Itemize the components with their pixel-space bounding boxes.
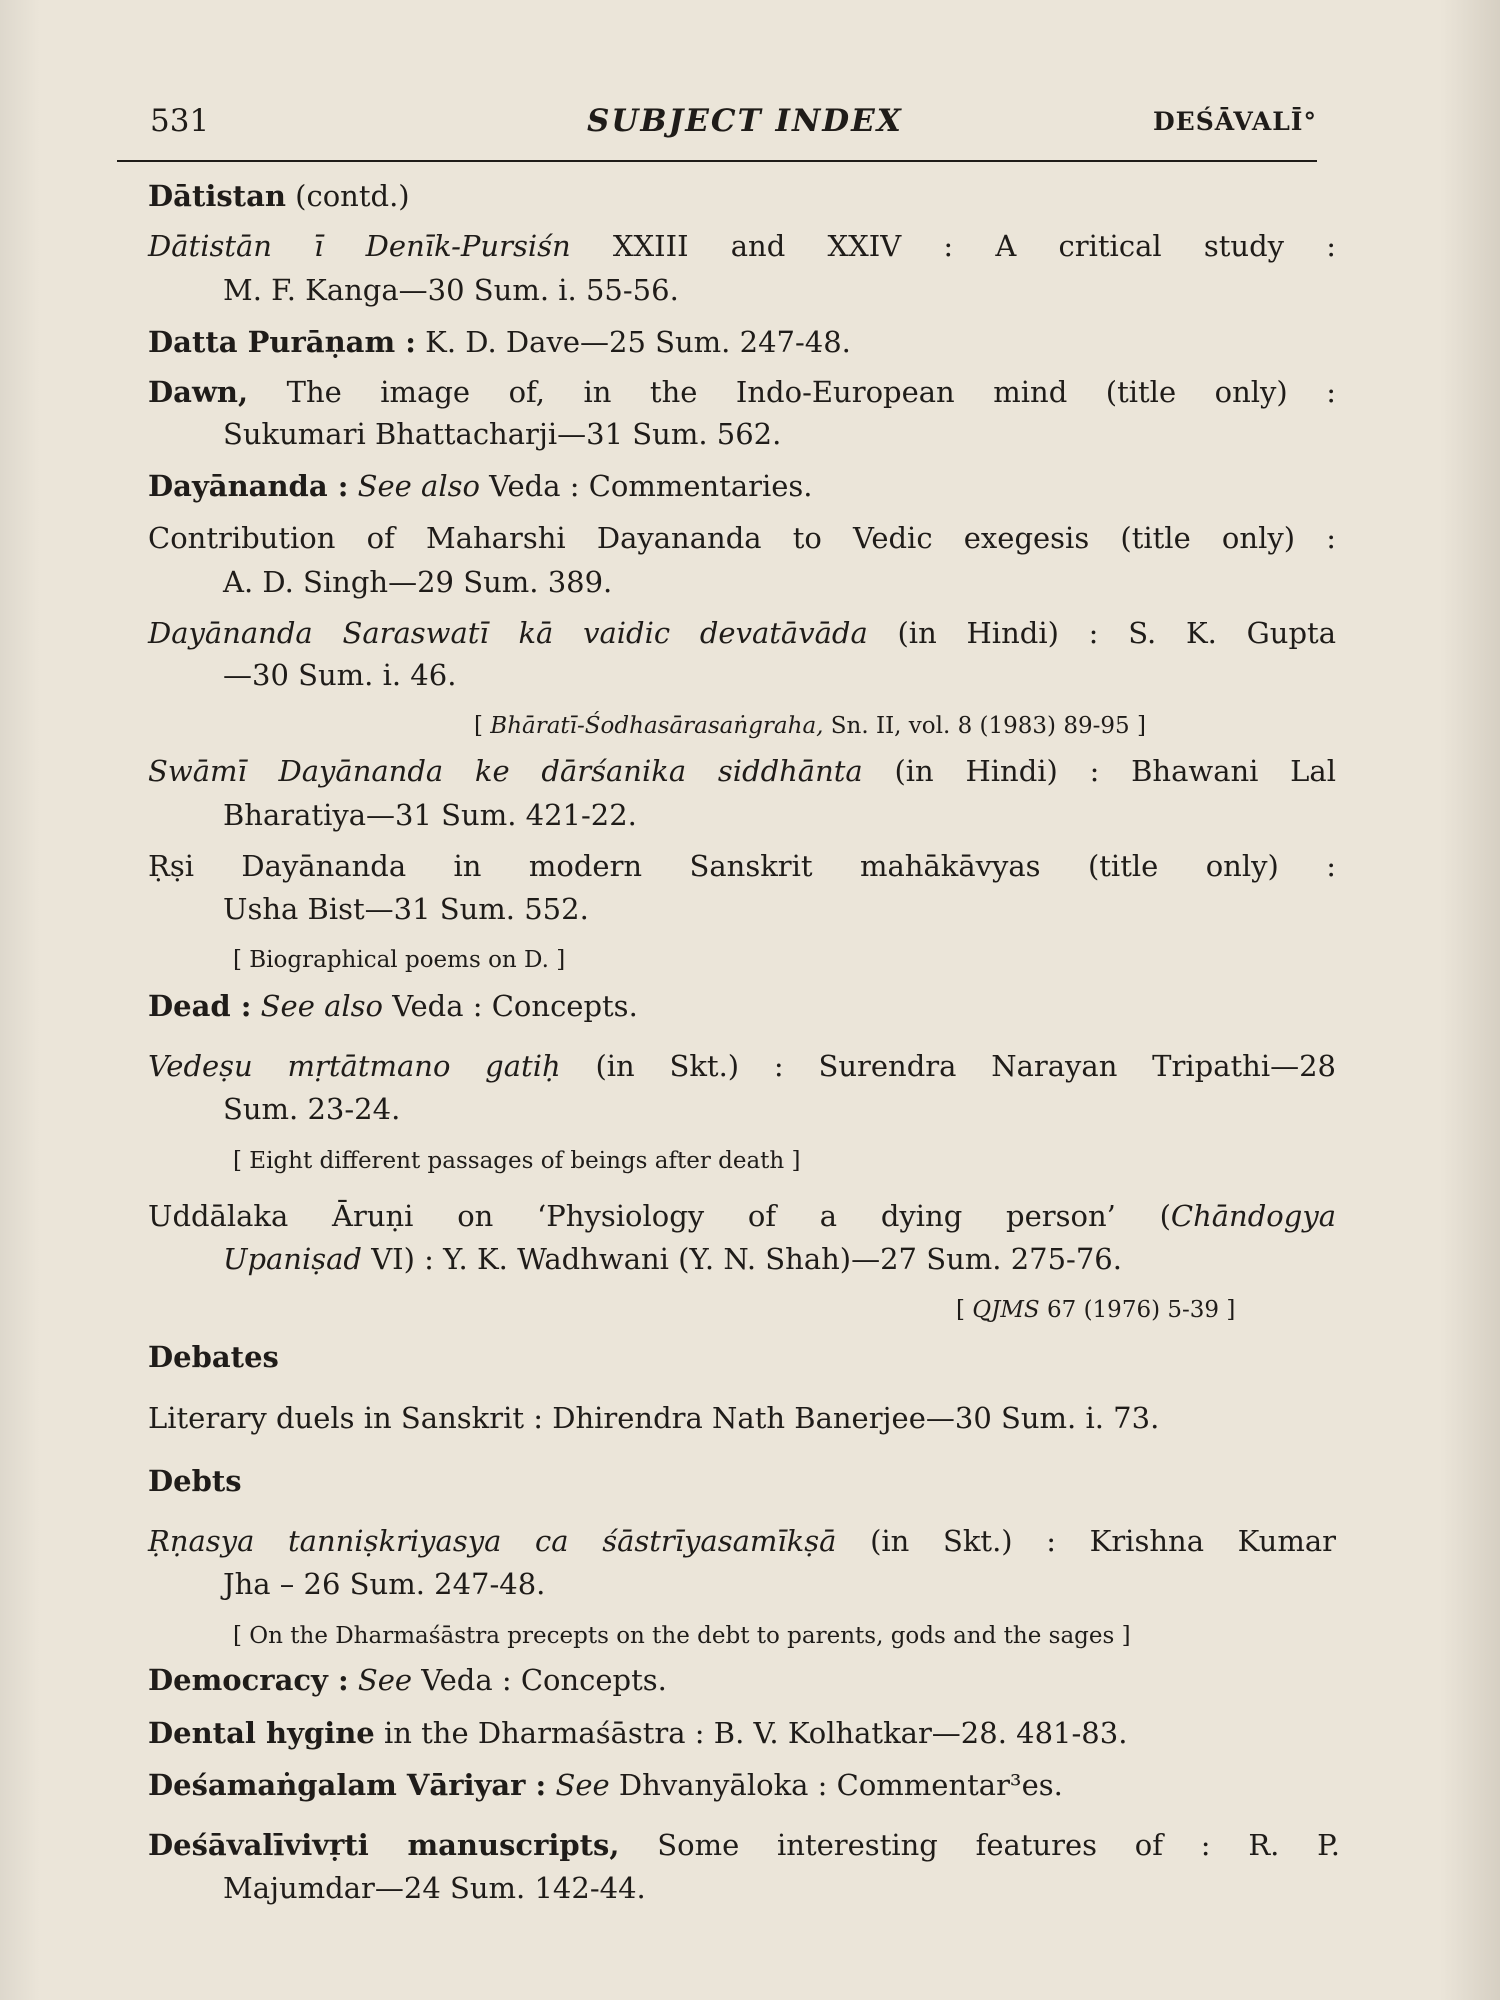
index-entry: Vedeṣu mṛtātmano gatiḥ (in Skt.) : Surendra Narayan Tripathi—28: [148, 1049, 1336, 1083]
index-heading: Debates: [148, 1340, 279, 1374]
index-note: [ QJMS 67 (1976) 5-39 ]: [956, 1297, 1236, 1323]
index-heading: Dead : See also Veda : Concepts.: [148, 989, 638, 1023]
index-heading: Deśamaṅgalam Vāriyar : See Dhvanyāloka : Commentar³es.: [148, 1768, 1063, 1802]
index-heading: Dental hygine in the Dharmaśāstra : B. V. Kolhatkar—28. 481-83.: [148, 1716, 1128, 1750]
page-title: SUBJECT INDEX: [587, 103, 903, 139]
index-heading: Deśāvalīvivṛti manuscripts, Some interesting features of : R. P.: [148, 1828, 1340, 1862]
index-entry: Uddālaka Āruṇi on ‘Physiology of a dying person’ (Chāndogya: [148, 1199, 1336, 1233]
running-word: DEŚĀVALĪ°: [1153, 107, 1317, 136]
index-entry-cont: Sum. 23-24.: [223, 1092, 401, 1126]
index-heading: Datta Purāṇam : K. D. Dave—25 Sum. 247-48.: [148, 325, 851, 359]
index-entry-cont: Usha Bist—31 Sum. 552.: [223, 892, 589, 926]
index-entry: Literary duels in Sanskrit : Dhirendra Nath Banerjee—30 Sum. i. 73.: [148, 1401, 1160, 1435]
index-note: [ Biographical poems on D. ]: [233, 947, 566, 973]
index-heading: Democracy : See Veda : Concepts.: [148, 1663, 667, 1697]
page-number: 531: [150, 103, 210, 139]
index-entry: Swāmī Dayānanda ke dārśanika siddhānta (in Hindi) : Bhawani Lal: [148, 754, 1336, 788]
index-note: [ On the Dharmaśāstra precepts on the debt to parents, gods and the sages ]: [233, 1623, 1131, 1649]
index-entry-cont: Sukumari Bhattacharji—31 Sum. 562.: [223, 417, 782, 451]
index-entry: Ṛṇasya tanniṣkriyasya ca śāstrīyasamīkṣā (in Skt.) : Krishna Kumar: [148, 1524, 1336, 1558]
header-rule: [117, 160, 1317, 162]
index-entry-cont: M. F. Kanga—30 Sum. i. 55-56.: [223, 273, 679, 307]
index-entry: Dayānanda Saraswatī kā vaidic devatāvāda (in Hindi) : S. K. Gupta: [148, 616, 1336, 650]
running-header: [117, 95, 1317, 145]
index-entry-cont: —30 Sum. i. 46.: [223, 658, 457, 692]
index-entry-cont: A. D. Singh—29 Sum. 389.: [223, 565, 613, 599]
index-entry: Dātistān ī Denīk-Pursiśn XXIII and XXIV : A critical study :: [148, 229, 1336, 263]
index-entry: Ṛṣi Dayānanda in modern Sanskrit mahākāvyas (title only) :: [148, 849, 1336, 883]
index-heading: Dayānanda : See also Veda : Commentaries.: [148, 469, 813, 503]
index-heading: Dātistan (contd.): [148, 179, 410, 213]
index-note: [ Bhāratī-Śodhasārasaṅgraha, Sn. II, vol. 8 (1983) 89-95 ]: [474, 713, 1146, 739]
index-heading: Dawn, The image of, in the Indo-European mind (title only) :: [148, 375, 1336, 409]
index-entry: Contribution of Maharshi Dayananda to Vedic exegesis (title only) :: [148, 521, 1336, 555]
index-entry-cont: Upaniṣad VI) : Y. K. Wadhwani (Y. N. Shah)—27 Sum. 275-76.: [223, 1242, 1122, 1276]
index-heading: Debts: [148, 1464, 242, 1498]
index-entry-cont: Bharatiya—31 Sum. 421-22.: [223, 798, 637, 832]
index-entry-cont: Majumdar—24 Sum. 142-44.: [223, 1871, 646, 1905]
index-entry-cont: Jha – 26 Sum. 247-48.: [223, 1567, 546, 1601]
index-note: [ Eight different passages of beings after death ]: [233, 1148, 801, 1174]
